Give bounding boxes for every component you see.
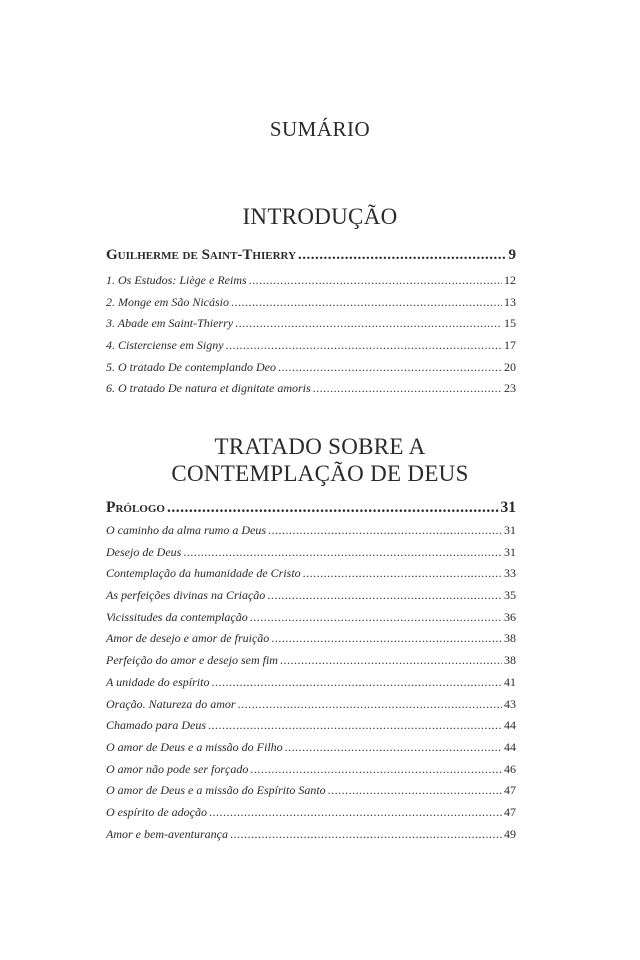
toc-chapter-heading xyxy=(106,497,516,519)
toc-entry xyxy=(106,335,516,357)
dot-leader xyxy=(235,313,502,335)
toc-entry-label: O caminho da alma rumo a Deus xyxy=(106,523,266,537)
dot-leader xyxy=(211,672,502,694)
toc-entry-label: A unidade do espírito xyxy=(106,674,210,689)
toc-entry-label: Vicissitudes da contemplação xyxy=(106,609,248,624)
toc-entry-page: 46 xyxy=(504,761,516,776)
dot-leader xyxy=(250,759,502,781)
toc-entry-page: 43 xyxy=(504,696,516,711)
toc-entry-page: 36 xyxy=(504,609,516,624)
toc-entry xyxy=(106,357,516,379)
toc-entry-page: 12 xyxy=(504,273,516,287)
toc-entry xyxy=(106,694,516,716)
toc-entry xyxy=(106,628,516,650)
dot-leader xyxy=(208,715,502,737)
toc-entry-page: 49 xyxy=(504,826,516,841)
toc-entry-page: 38 xyxy=(504,631,516,646)
toc-entry-page: 35 xyxy=(504,588,516,603)
toc-entry-list xyxy=(106,520,516,845)
toc-entry xyxy=(106,824,516,846)
toc-entry-label: As perfeições divinas na Criação xyxy=(106,588,266,603)
dot-leader xyxy=(313,378,502,400)
dot-leader xyxy=(249,270,502,292)
toc-entry-label: Contemplação da humanidade de Cristo xyxy=(106,566,301,581)
dot-leader xyxy=(230,824,502,846)
toc-entry-label: O amor não pode ser forçado xyxy=(106,761,249,776)
toc-entry-label: O amor de Deus e a missão do Espírito Santo xyxy=(106,783,326,798)
dot-leader xyxy=(167,497,499,519)
dot-leader xyxy=(285,737,502,759)
toc-entry-label: 5. O tratado De contemplando Deo xyxy=(106,359,276,374)
toc-entry-page: 15 xyxy=(504,316,516,331)
toc-entry-page: 47 xyxy=(504,804,516,819)
dot-leader xyxy=(209,802,502,824)
toc-entry-page: 17 xyxy=(504,338,516,353)
page-title: SUMÁRIO xyxy=(269,117,371,141)
dot-leader xyxy=(267,585,502,607)
toc-entry-label: 2. Monge em São Nicásio xyxy=(106,294,229,309)
dot-leader xyxy=(231,292,502,314)
toc-entry xyxy=(106,313,516,335)
toc-entry xyxy=(106,650,516,672)
toc-chapter-page: 9 xyxy=(508,247,516,263)
toc-entry-label: 3. Abade em Saint-Thierry xyxy=(106,316,234,331)
dot-leader xyxy=(298,245,506,266)
toc-entry xyxy=(106,378,516,400)
section-title-line: TRATADO SOBRE A xyxy=(214,434,426,459)
toc-chapter-label: Guilherme de Saint-Thierry xyxy=(106,247,297,263)
toc-entry-label: Oração. Natureza do amor xyxy=(106,696,236,711)
toc-entry xyxy=(106,585,516,607)
dot-leader xyxy=(238,694,502,716)
dot-leader xyxy=(250,607,502,629)
toc-entry-page: 31 xyxy=(504,523,516,537)
toc-entry-label: 1. Os Estudos: Liège e Reims xyxy=(106,273,247,287)
section-title-line: INTRODUÇÃO xyxy=(242,204,398,229)
dot-leader xyxy=(226,335,502,357)
toc-entry xyxy=(106,737,516,759)
toc-entry xyxy=(106,672,516,694)
section-title-line: CONTEMPLAÇÃO DE DEUS xyxy=(171,461,469,486)
toc-entry-page: 20 xyxy=(504,359,516,374)
toc-entry-label: Perfeição do amor e desejo sem fim xyxy=(106,653,278,668)
dot-leader xyxy=(303,563,502,585)
toc-entry-page: 33 xyxy=(504,566,516,581)
toc-entry-label: Chamado para Deus xyxy=(106,718,207,733)
toc-tratado xyxy=(106,497,516,845)
toc-entry-page: 23 xyxy=(504,381,516,396)
toc-entry-label: O amor de Deus e a missão do Filho xyxy=(106,739,283,754)
dot-leader xyxy=(183,542,502,564)
toc-chapter-label: Prólogo xyxy=(106,499,165,516)
dot-leader xyxy=(328,780,502,802)
section-title-introducao xyxy=(0,203,640,230)
section-title-tratado xyxy=(0,433,640,487)
toc-entry xyxy=(106,759,516,781)
toc-introducao xyxy=(106,245,516,400)
toc-entry-page: 13 xyxy=(504,294,516,309)
toc-entry-label: Amor de desejo e amor de fruição xyxy=(106,631,270,646)
toc-entry-page: 31 xyxy=(504,544,516,559)
toc-entry xyxy=(106,715,516,737)
toc-chapter-heading xyxy=(106,245,516,266)
toc-entry xyxy=(106,270,516,292)
toc-chapter-page: 31 xyxy=(500,499,516,516)
toc-entry xyxy=(106,292,516,314)
toc-entry-label: 6. O tratado De natura et dignitate amoris xyxy=(106,381,311,396)
toc-entry-label: Desejo de Deus xyxy=(106,544,182,559)
dot-leader xyxy=(271,628,502,650)
toc-entry-label: 4. Cisterciense em Signy xyxy=(106,338,224,353)
toc-entry-list xyxy=(106,270,516,400)
dot-leader xyxy=(278,357,502,379)
toc-entry-page: 44 xyxy=(504,739,516,754)
toc-entry-label: Amor e bem-aventurança xyxy=(106,826,228,841)
toc-entry-page: 41 xyxy=(504,674,516,689)
toc-entry-page: 47 xyxy=(504,783,516,798)
toc-entry xyxy=(106,520,516,542)
toc-entry xyxy=(106,607,516,629)
dot-leader xyxy=(280,650,502,672)
toc-entry-page: 44 xyxy=(504,718,516,733)
toc-entry xyxy=(106,780,516,802)
toc-entry-page: 38 xyxy=(504,653,516,668)
toc-entry xyxy=(106,563,516,585)
dot-leader xyxy=(268,520,502,542)
toc-entry-label: O espírito de adoção xyxy=(106,804,207,819)
toc-entry xyxy=(106,802,516,824)
toc-entry xyxy=(106,542,516,564)
